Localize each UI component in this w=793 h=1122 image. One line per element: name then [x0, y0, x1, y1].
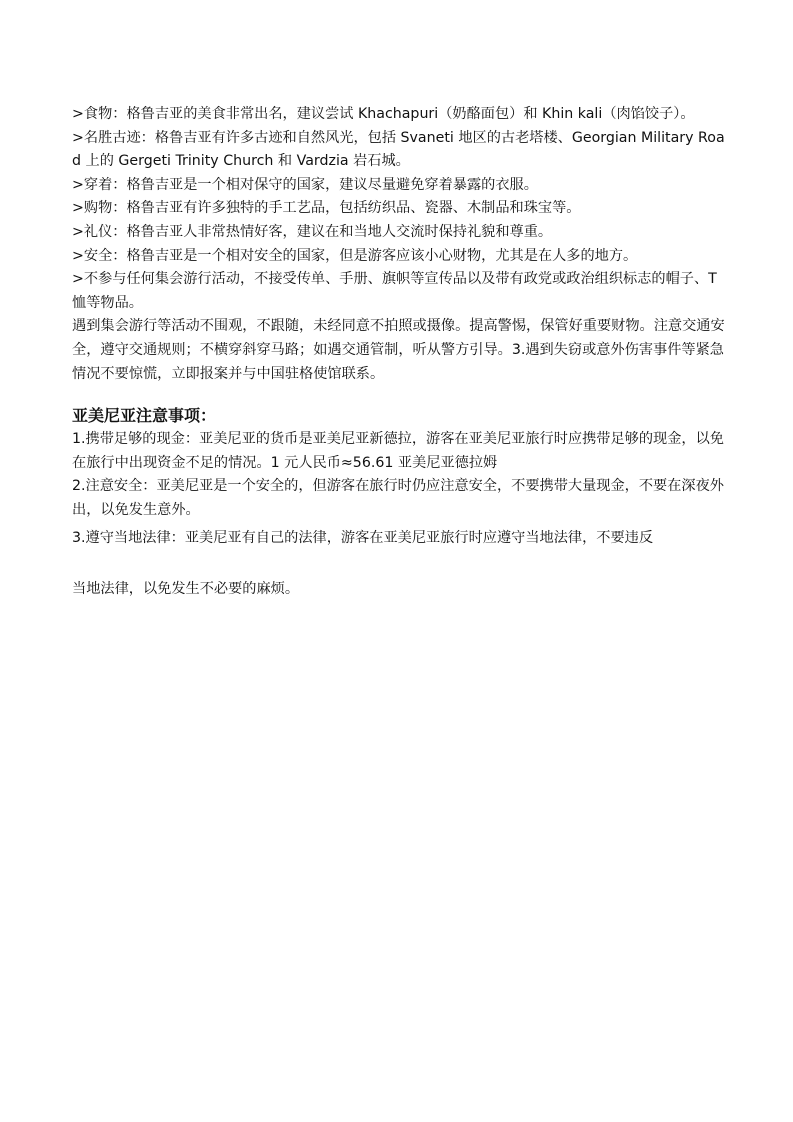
armenia-tip-law-line2: 当地法律，以免发生不必要的麻烦。: [72, 581, 300, 598]
armenia-heading: 亚美尼亚注意事项：: [72, 406, 217, 426]
armenia-tip-law-line1: 3.遵守当地法律：亚美尼亚有自己的法律，游客在亚美尼亚旅行时应遵守当地法律，不要违反: [72, 529, 654, 546]
tip-safety: >安全：格鲁吉亚是一个相对安全的国家，但是游客应该小心财物，尤其是在人多的地方。: [72, 247, 638, 264]
spacer: [72, 550, 732, 578]
tip-sights: >名胜古迹：格鲁吉亚有许多古迹和自然风光，包括 Svaneti 地区的古老塔楼、Georgian Military Road 上的 Gergeti Trinity Church 和 Vardzia 岩石城。: [72, 129, 725, 170]
tip-food: >食物：格鲁吉亚的美食非常出名，建议尝试 Khachapuri（奶酪面包）和 Khin kali（肉馅饺子）。: [72, 106, 695, 122]
armenia-tip-cash: 1.携带足够的现金：亚美尼亚的货币是亚美尼亚新德拉，游客在亚美尼亚旅行时应携带足够的现金，以免在旅行中出现资金不足的情况。1 元人民币≈56.61 亚美尼亚德拉姆: [72, 431, 724, 471]
georgia-tips-section: [72, 103, 732, 386]
armenia-tips-section: [72, 404, 732, 602]
tip-dress: >穿着：格鲁吉亚是一个相对保守的国家，建议尽量避免穿着暴露的衣服。: [72, 176, 538, 193]
tip-etiquette: >礼仪：格鲁吉亚人非常热情好客，建议在和当地人交流时保持礼貌和尊重。: [72, 223, 553, 240]
document-body: [72, 103, 732, 602]
armenia-tip-safety: 2.注意安全：亚美尼亚是一个安全的，但游客在旅行时仍应注意安全，不要携带大量现金，不要在深夜外出，以免发生意外。: [72, 478, 724, 518]
tip-no-rally: >不参与任何集会游行活动，不接受传单、手册、旗帜等宣传品以及带有政党或政治组织标志的帽子、T 恤等物品。: [72, 271, 717, 311]
tip-shopping: >购物：格鲁吉亚有许多独特的手工艺品，包括纺织品、瓷器、木制品和珠宝等。: [72, 200, 581, 217]
tip-advice: 遇到集会游行等活动不围观，不跟随，未经同意不拍照或摄像。提高警惕，保管好重要财物。注意交通安全，遵守交通规则；不横穿斜穿马路；如遇交通管制，听从警方引导。3.遇到失窃或意外伤害事件等紧急情况不要惊慌，立即报案并与中国驻格使馆联系。: [72, 318, 725, 382]
